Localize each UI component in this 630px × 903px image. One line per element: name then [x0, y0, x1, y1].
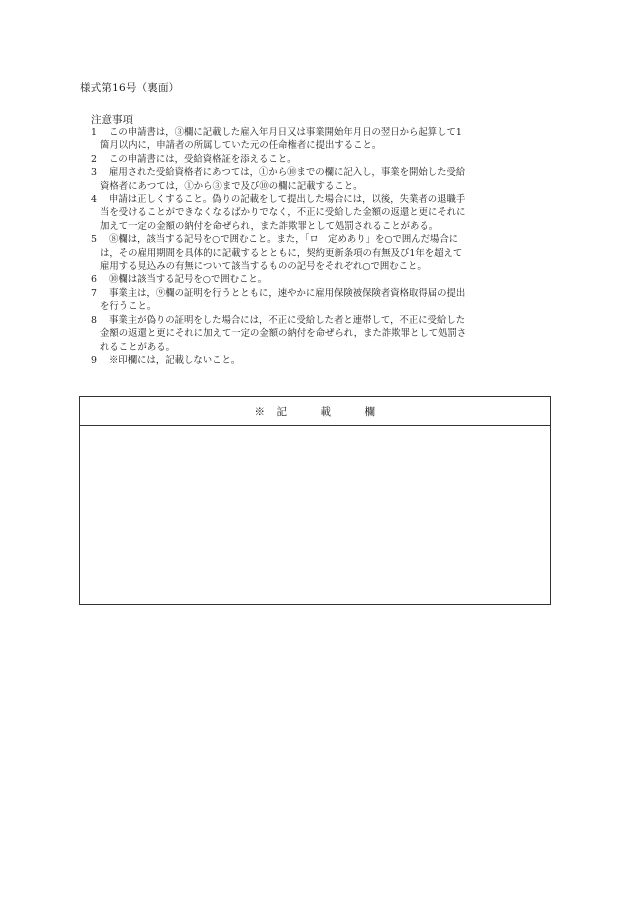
notes-heading: 注意事項	[91, 114, 133, 126]
note-line: この申請書には，受給資格証を添えること。	[109, 153, 297, 165]
note-item-3	[91, 166, 553, 193]
note-item-4	[91, 193, 553, 233]
note-number: 8	[91, 314, 97, 326]
note-number: 4	[91, 194, 97, 206]
note-line: 金額の返還と更にそれに加えて一定の金額の納付を命ぜられ，また詐欺罪として処罰さ	[100, 328, 467, 340]
note-number: 2	[91, 153, 97, 165]
note-number: 5	[91, 234, 97, 246]
note-item-6	[91, 273, 553, 286]
notes-list	[91, 126, 553, 367]
record-box-header-label: ※ 記 載 欄	[254, 405, 376, 418]
note-line: ⑩欄は該当する記号を○で囲むこと。	[109, 274, 268, 286]
note-line: ⑧欄は，該当する記号を○で囲むこと。また，「ロ 定めあり」を○で囲んだ場合に	[109, 234, 459, 246]
note-line: 雇用する見込みの有無について該当するものの記号をそれぞれ○で囲むこと。	[100, 261, 427, 273]
note-number: 3	[91, 167, 97, 179]
note-line: 箇月以内に，申請者の所属していた元の任命権者に提出すること。	[100, 140, 382, 152]
record-box-body	[80, 426, 550, 604]
note-line: 事業主は，⑨欄の証明を行うとともに，速やかに雇用保険被保険者資格取得届の提出	[109, 287, 466, 299]
note-line: は，その雇用期間を具体的に記載するとともに，契約更新条項の有無及び1年を超えて	[100, 247, 463, 259]
note-line: 資格者にあつては，①から③まで及び⑩の欄に記載すること。	[100, 180, 363, 192]
note-text	[100, 193, 553, 233]
note-text	[100, 314, 553, 354]
note-line: 当を受けることができなくなるばかりでなく，不正に受給した金額の返還と更にそれに	[100, 207, 466, 219]
note-number: 7	[91, 287, 97, 299]
note-text	[109, 354, 553, 367]
record-box	[79, 396, 551, 605]
note-number: 6	[91, 274, 97, 286]
note-line: この申請書は，③欄に記載した雇入年月日又は事業開始年月日の翌日から起算して1	[109, 127, 462, 138]
note-item-5	[91, 233, 553, 273]
note-text	[100, 166, 553, 193]
note-item-7	[91, 287, 553, 314]
note-text	[100, 287, 553, 314]
note-item-9	[91, 354, 553, 367]
note-item-1	[91, 126, 553, 153]
note-item-2	[91, 153, 553, 166]
note-text	[100, 126, 553, 153]
note-text	[100, 233, 553, 273]
note-text	[109, 153, 553, 166]
note-text	[109, 273, 553, 286]
note-line: 加えて一定の金額の納付を命ぜられ，また詐欺罪として処罰されることがある。	[100, 220, 439, 232]
form-title: 様式第16号（裏面）	[80, 82, 180, 94]
record-box-header	[80, 397, 550, 426]
note-line: 申請は正しくすること。偽りの記載をして提出した場合には，以後，失業者の退職手	[109, 194, 466, 206]
note-number: 1	[91, 127, 97, 138]
note-line: ※印欄には，記載しないこと。	[109, 354, 241, 366]
note-line: れることがある。	[100, 341, 176, 353]
note-line: を行うこと。	[100, 301, 157, 313]
note-item-8	[91, 314, 553, 354]
note-line: 雇用された受給資格者にあつては，①から⑩までの欄に記入し，事業を開始した受給	[109, 167, 466, 179]
note-line: 事業主が偽りの証明をした場合には，不正に受給した者と連帯して，不正に受給した	[109, 314, 466, 326]
note-number: 9	[91, 354, 97, 366]
